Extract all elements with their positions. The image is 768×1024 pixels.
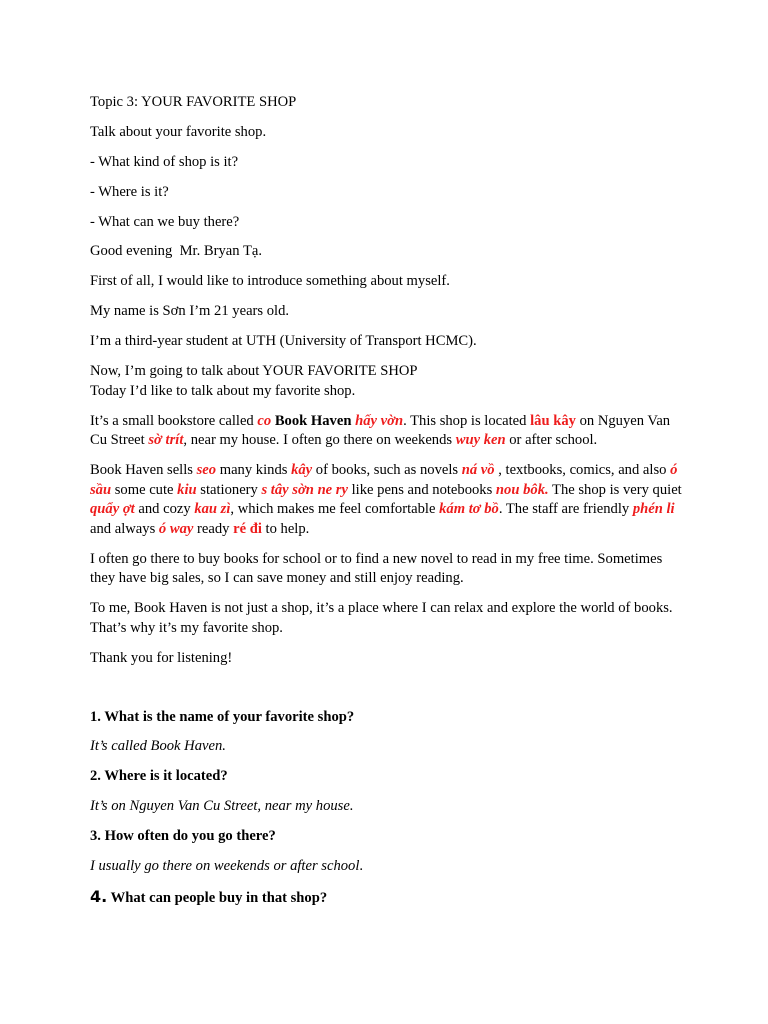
text-run: and cozy xyxy=(134,501,195,518)
answer-text: It’s called Book Haven. xyxy=(90,738,226,755)
paragraph-conclusion: To me, Book Haven is not just a shop, it’s a place where I can relax and explore the world of books. That’s why it’s my favorite shop. xyxy=(90,600,673,636)
text-run: like pens and notebooks xyxy=(347,481,496,498)
pronunciation-hint: seo xyxy=(196,461,217,478)
transition xyxy=(90,362,682,401)
pronunciation-hint: kiu xyxy=(177,481,197,498)
text-run: ready xyxy=(193,520,234,537)
text-run: , near my house. I often go there on weekends xyxy=(183,432,456,449)
transition-line-2: Today I’d like to talk about my favorite shop. xyxy=(90,382,356,399)
question-4 xyxy=(90,887,682,909)
pronunciation-hint: ná vồ xyxy=(461,461,495,478)
student-sentence: I’m a third-year student at UTH (University of Transport HCMC). xyxy=(90,333,477,350)
thanks-line: Thank you for listening! xyxy=(90,649,233,666)
text-run: of books, such as novels xyxy=(312,461,462,478)
question-text: What can people buy in that shop? xyxy=(107,889,328,906)
text-run: Book Haven sells xyxy=(90,461,197,478)
answer-1 xyxy=(90,737,682,757)
text-run: , textbooks, comics, and also xyxy=(494,461,671,478)
text-run: stationery xyxy=(196,481,262,498)
intro-sentence: First of all, I would like to introduce something about myself. xyxy=(90,273,450,290)
topic-question-1: - What kind of shop is it? xyxy=(90,153,239,170)
paragraph-reasons: I often go there to buy books for school or to find a new novel to read in my free time. Sometimes they have big sales, so I can save money and still enjoy reading. xyxy=(90,550,663,587)
greeting: Good evening Mr. Bryan Tạ. xyxy=(90,243,262,260)
text-run: and always xyxy=(90,501,682,537)
text-run: on Nguyen Van Cu Street xyxy=(90,412,671,449)
paragraph-shop-intro xyxy=(90,412,682,451)
question-text: 3. How often do you go there? xyxy=(90,828,276,845)
pronunciation-hint: phén li xyxy=(632,501,675,518)
transition-line-1: Now, I’m going to talk about YOUR FAVORITE SHOP xyxy=(90,363,418,380)
pronunciation-hint: kám tơ bồ xyxy=(439,501,499,518)
pronunciation-hint: kây xyxy=(291,461,313,478)
text-run: . The staff are friendly xyxy=(498,501,633,518)
question-1 xyxy=(90,708,682,728)
pronunciation-hint: s tây sờn ne ry xyxy=(261,481,348,498)
pronunciation-hint: hấy vờn xyxy=(355,412,404,429)
pronunciation-hint: ó way xyxy=(158,520,194,537)
question-text: 2. Where is it located? xyxy=(90,768,228,785)
pronunciation-hint: co xyxy=(257,412,272,429)
topic-question-2: - Where is it? xyxy=(90,183,169,200)
pronunciation-hint: ré đi xyxy=(233,520,262,537)
paragraph-shop-products xyxy=(90,461,682,539)
text-run: or after school. xyxy=(505,432,598,449)
name-sentence: My name is Sơn I’m 21 years old. xyxy=(90,303,290,320)
question-text: 1. What is the name of your favorite shop? xyxy=(90,708,355,725)
text-run: some cute xyxy=(111,481,178,498)
topic-question-3: - What can we buy there? xyxy=(90,213,240,230)
question-number: 4. xyxy=(90,886,108,906)
question-2 xyxy=(90,767,682,787)
text-run: to help. xyxy=(261,520,310,537)
answer-3 xyxy=(90,857,682,877)
question-3 xyxy=(90,827,682,847)
topic-title: Topic 3: YOUR FAVORITE SHOP xyxy=(90,94,297,110)
pronunciation-hint: sờ trít xyxy=(148,432,184,449)
shop-name: Book Haven xyxy=(271,412,356,429)
spacer xyxy=(90,679,682,708)
pronunciation-hint: lâu kây xyxy=(530,412,576,429)
document-body xyxy=(90,93,682,919)
text-run: many kinds xyxy=(216,461,292,478)
pronunciation-hint: kau zì xyxy=(194,501,231,518)
text-run: It’s a small bookstore called xyxy=(90,412,258,429)
answer-text: I usually go there on weekends or after school xyxy=(90,857,360,874)
text-run: . This shop is located xyxy=(403,412,531,429)
pronunciation-hint: quẩy ợt xyxy=(90,501,135,518)
answer-text: It’s on Nguyen Van Cu Street, near my house. xyxy=(90,798,354,815)
text-run: , which makes me feel comfortable xyxy=(230,501,440,518)
pronunciation-hint: wuy ken xyxy=(455,432,506,449)
topic-prompt: Talk about your favorite shop. xyxy=(90,123,267,140)
answer-period: . xyxy=(359,857,364,874)
pronunciation-hint: nou bôk. xyxy=(495,481,549,498)
answer-2 xyxy=(90,797,682,817)
text-run: The shop is very quiet xyxy=(548,481,682,498)
pronunciation-hint: ó sầu xyxy=(90,461,678,498)
